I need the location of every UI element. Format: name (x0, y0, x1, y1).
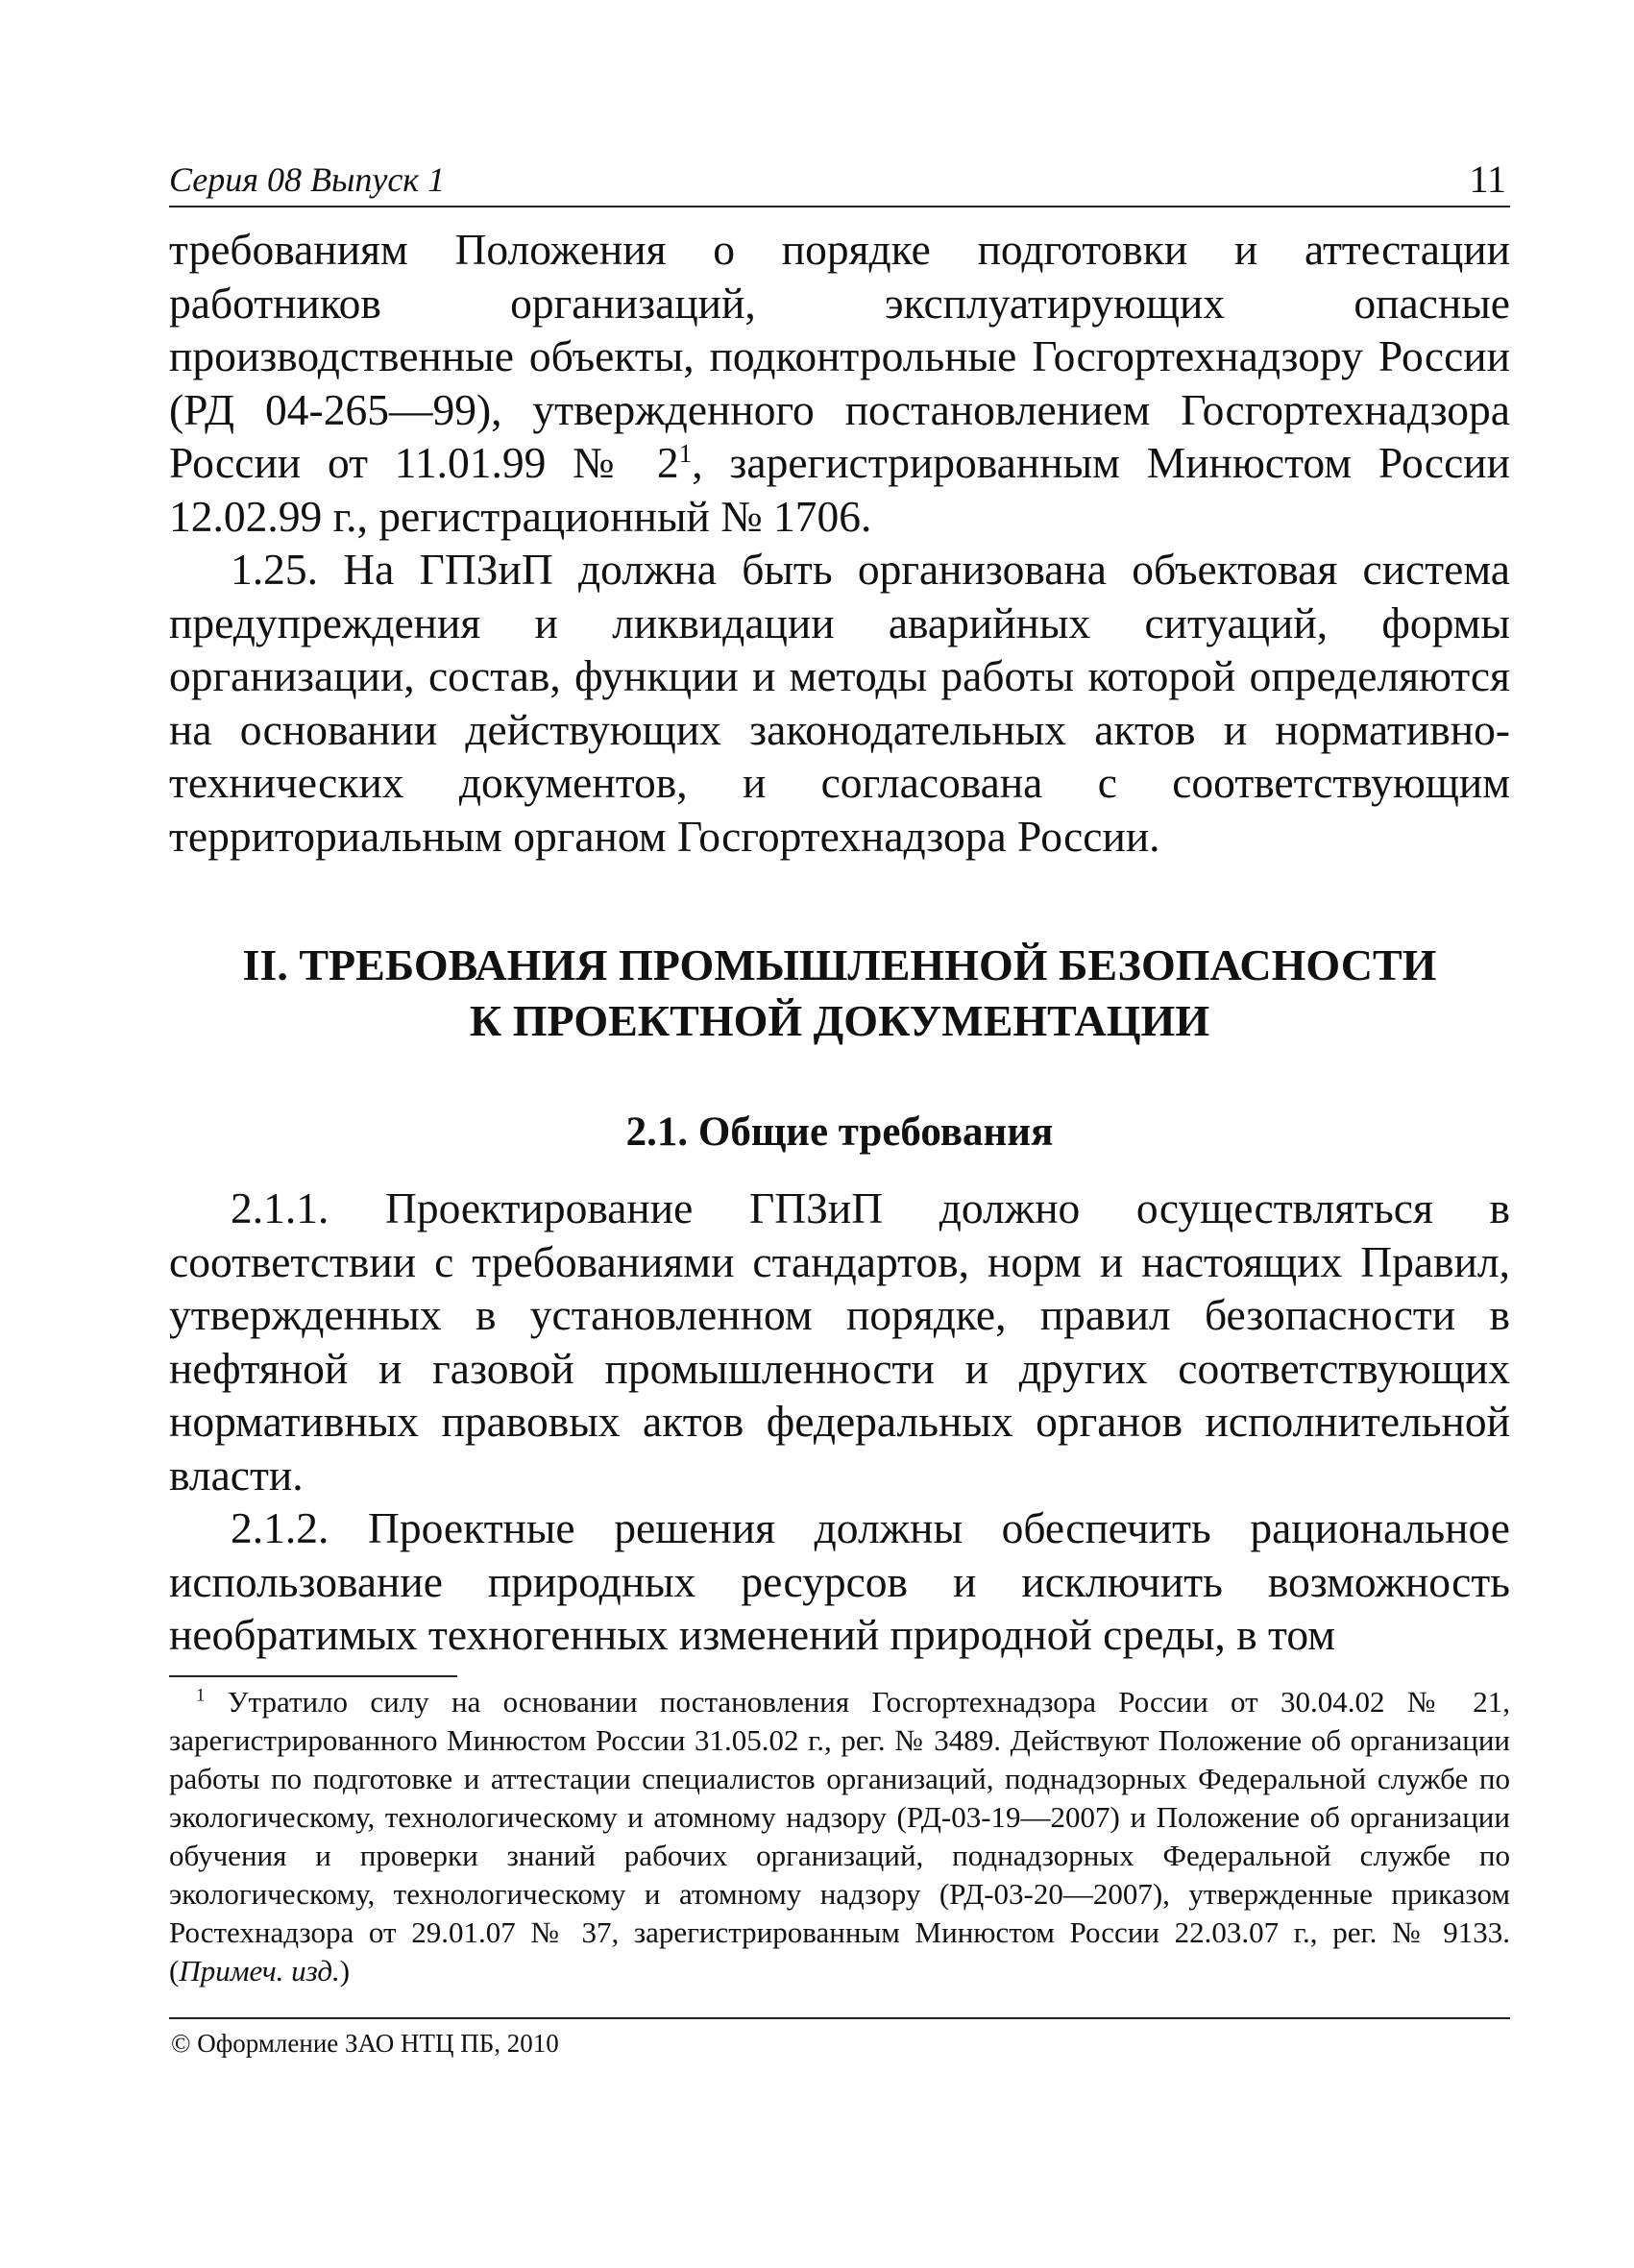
section-body (169, 1182, 1510, 1662)
document-page (169, 144, 1510, 2059)
paragraph-1-25: 1.25. На ГПЗиП должна быть организована объектовая система предупреждения и ликвидации аварийных ситуаций, формы организации, состав, функции и методы работы которой определяются на основании действующих законодательных актов и нормативно-технических документов, и согласована с соответствующим территориальным органом Госгортехнадзора России. (169, 545, 1510, 861)
footnote-close: ) (339, 1953, 351, 1988)
copyright-notice: © Оформление ЗАО НТЦ ПБ, 2010 (171, 2028, 559, 2058)
editor-note: Примеч. изд. (179, 1953, 340, 1988)
section-title-line: II. ТРЕБОВАНИЯ ПРОМЫШЛЕННОЙ БЕЗОПАСНОСТИ (242, 940, 1437, 989)
paragraph-text: требованиям Положения о порядке подготовки и аттестации работников организаций, эксплуатирующих опасные производственные объекты, подконтрольные Госгортехнадзору России (РД 04-265—99), утвержденного постановлением Госгортехнадзора России от 11.01.99 № 2 (169, 225, 1510, 487)
footnote-text: Утратило силу на основании постановления Госгортехнадзора России от 30.04.02 № 21, зарегистрированного Минюстом России 31.05.02 г., рег. № 3489. Действуют Положение об организации работы по подготовке и аттестации специалистов организаций, поднадзорных Федеральной службе по экологическому, технологическому и атомному надзору (РД-03-19—2007) и Положение об организации обучения и проверки знаний рабочих организаций, поднадзорных Федеральной службе по экологическому, технологическому и атомному надзору (РД-03-20—2007), утвержденные приказом Ростехнадзора от 29.01.07 № 37, зарегистрированным Минюстом России 22.03.07 г., рег. № 9133. ( (169, 1684, 1510, 1988)
page-number: 11 (1469, 158, 1506, 201)
series-title: Серия 08 Выпуск 1 (169, 160, 446, 199)
paragraph-2-1-2: 2.1.2. Проектные решения должны обеспечить рациональное использование природных ресурсов и исключить возможность необратимых техногенных изменений природной среды, в том (169, 1503, 1510, 1659)
footnote-divider (169, 1675, 457, 1677)
running-header (169, 144, 1510, 207)
section-title-line: К ПРОЕКТНОЙ ДОКУМЕНТАЦИИ (469, 996, 1210, 1045)
paragraph-2-1-1: 2.1.1. Проектирование ГПЗиП должно осуществляться в соответствии с требованиями стандартов, норм и настоящих Правил, утвержденных в установленном порядке, правил безопасности в нефтяной и газовой промышленности и других соответствующих нормативных правовых актов федеральных органов исполнительной власти. (169, 1183, 1510, 1500)
subsection-title: 2.1. Общие требования (625, 1110, 1054, 1155)
copyright-divider (169, 2017, 1510, 2019)
footnote-mark: 1 (196, 1685, 206, 1706)
footnote-reference: 1 (678, 438, 693, 468)
section-title (169, 938, 1510, 1049)
paragraph-text: , зарегистрированным Минюстом России 12.02.99 г., регистрационный № 1706. (169, 438, 1511, 541)
body-text (169, 223, 1510, 863)
paragraph-continued (169, 223, 1510, 543)
footnote (169, 1683, 1510, 1990)
